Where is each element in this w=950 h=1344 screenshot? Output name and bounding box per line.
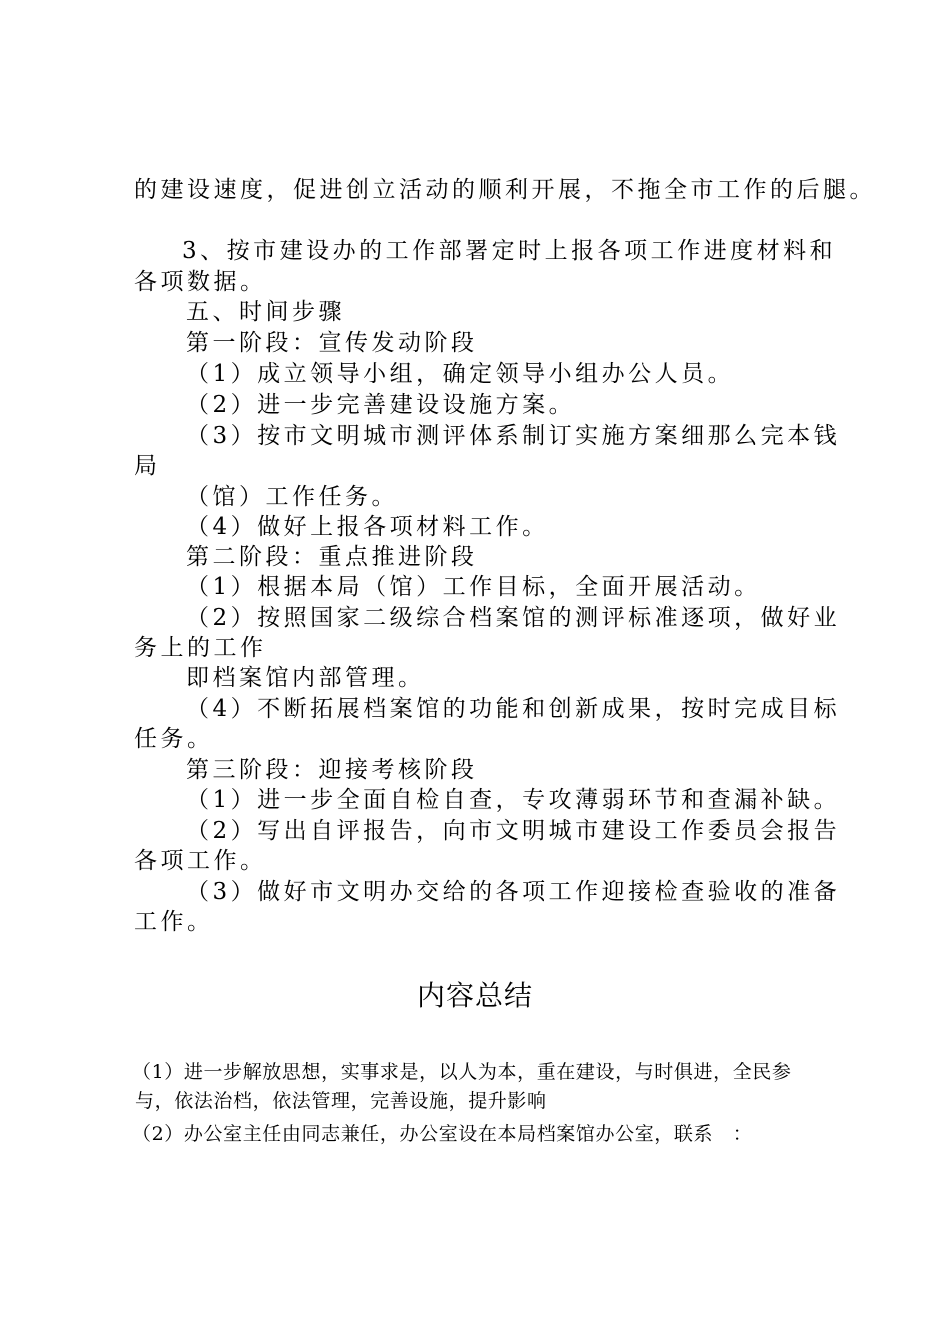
- list-item: （1）根据本局（馆）工作目标，全面开展活动。: [186, 574, 761, 600]
- list-item-continuation: 各项工作。: [134, 848, 267, 874]
- list-item-continuation: 工作。: [134, 909, 214, 935]
- list-item-continuation: 局: [134, 453, 161, 479]
- list-item-continuation: （馆）工作任务。: [186, 484, 398, 510]
- stage-heading: 第二阶段：重点推进阶段: [186, 544, 478, 570]
- stage-heading: 第一阶段：宣传发动阶段: [186, 330, 478, 356]
- summary-line: （1）进一步解放思想，实事求是，以人为本，重在建设，与时俱进，全民参: [132, 1061, 792, 1083]
- list-item: （3）按市文明城市测评体系制订实施方案细那么完本钱: [186, 423, 841, 449]
- list-item-continuation: 任务。: [134, 726, 214, 752]
- section-heading: 五、时间步骤: [186, 299, 345, 325]
- body-line: 各项数据。: [134, 269, 267, 295]
- list-item: （2）按照国家二级综合档案馆的测评标准逐项，做好业: [186, 605, 841, 631]
- list-item: （2）进一步完善建设设施方案。: [186, 392, 576, 418]
- list-item: （1）进一步全面自检自查，专攻薄弱环节和查漏补缺。: [186, 787, 841, 813]
- summary-line: 与，依法治档，依法管理，完善设施，提升影响: [135, 1090, 547, 1112]
- list-item: （3）做好市文明办交给的各项工作迎接检查验收的准备: [186, 879, 841, 905]
- list-item: （4）不断拓展档案馆的功能和创新成果，按时完成目标: [186, 696, 841, 722]
- list-item: （4）做好上报各项材料工作。: [186, 514, 549, 540]
- summary-title: 内容总结: [416, 979, 533, 1012]
- summary-line: （2）办公室主任由同志兼任，办公室设在本局档案馆办公室，联系 ：: [132, 1123, 753, 1145]
- list-item-continuation: 即档案馆内部管理。: [186, 665, 425, 691]
- list-item: （2）写出自评报告，向市文明城市建设工作委员会报告: [186, 818, 841, 844]
- stage-heading: 第三阶段：迎接考核阶段: [186, 757, 478, 783]
- body-line: 的建设速度，促进创立活动的顺利开展，不拖全市工作的后腿。: [134, 177, 876, 203]
- list-item: （1）成立领导小组，确定领导小组办公人员。: [186, 361, 735, 387]
- body-line: 3、按市建设办的工作部署定时上报各项工作进度材料和: [182, 238, 837, 264]
- list-item-continuation: 务上的工作: [134, 635, 267, 661]
